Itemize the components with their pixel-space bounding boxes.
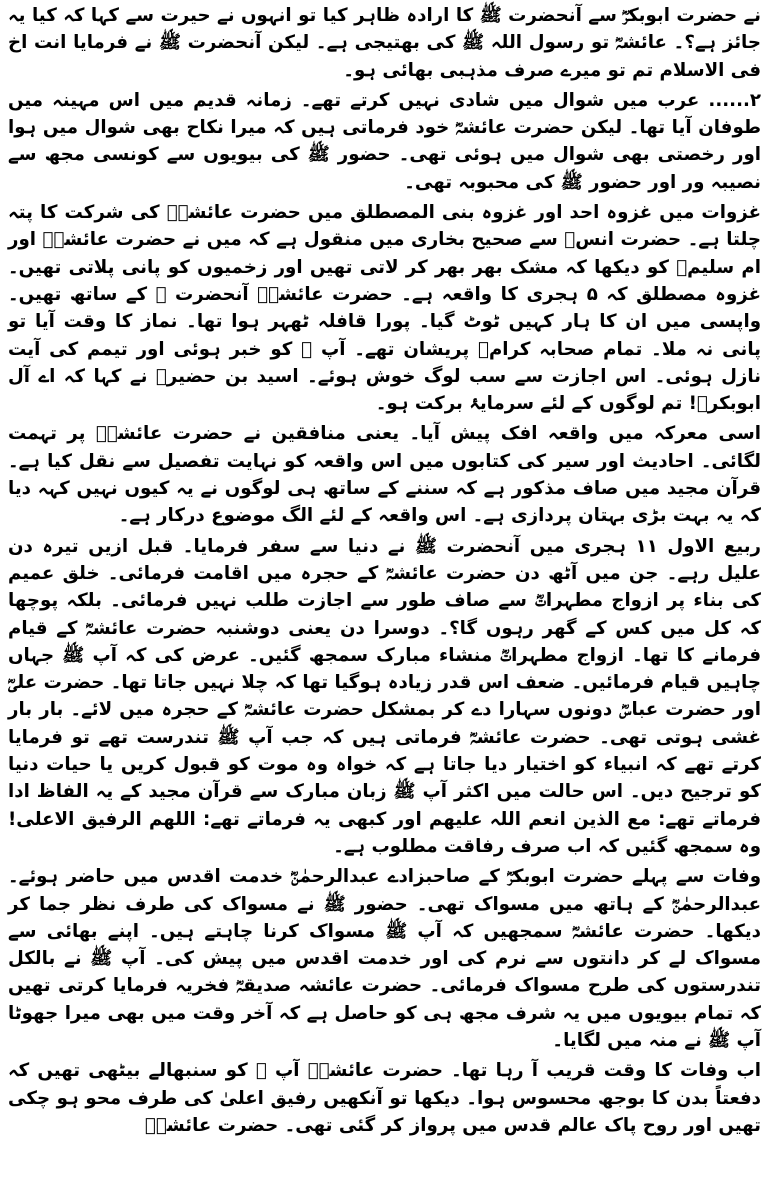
paragraph-6: وفات سے پہلے حضرت ابوبکرؓ کے صاحبزادے عبدالرحمٰنؓ خدمت اقدس میں حاضر ہوئے۔ عبدالرحمٰنؓ کے ہاتھ میں مسواک تھی۔ حضور ﷺ نے مسواک کی طرف نظر جما کر دیکھا۔ حضرت عائشہؓ سمجھیں کہ آپ ﷺ مسواک کرنا چاہتے ہیں۔ اپنے بھائی سے مسواک لے کر دانتوں سے نرم کی اور خدمت اقدس میں پیش کی۔ آپ ﷺ نے بالکل تندرستوں کی طرح مسواک فرمائی۔ حضرت عائشہ صدیقہؓ فخریہ فرمایا کرتی تھیں کہ تمام بیویوں میں یہ شرف مجھ ہی کو حاصل ہے کہ آخر وقت میں بھی میرا جھوٹا آپ ﷺ نے منہ میں لگایا۔ — [8, 866, 761, 1051]
paragraph-1: نے حضرت ابوبکرؓ سے آنحضرت ﷺ کا ارادہ ظاہر کیا تو انہوں نے حیرت سے کہا کہ کیا یہ جائز ہے؟۔ عائشہؓ تو رسول اللہ ﷺ کی بھتیجی ہے۔ لیکن آنحضرت ﷺ نے فرمایا انت اخ فی الاسلام تم تو میرے صرف مذہبی بھائی ہو۔ — [8, 5, 761, 81]
paragraph-3: غزوات میں غزوہ احد اور غزوہ بنی المصطلق میں حضرت عائشہؓ کی شرکت کا پتہ چلتا ہے۔ حضرت انسؓ سے صحیح بخاری میں منقول ہے کہ میں نے حضرت عائشہؓ اور ام سلیمؓ کو دیکھا کہ مشک بھر بھر کر لاتی تھیں اور زخمیوں کو پانی پلاتی تھیں۔ غزوہ مصطلق کہ ۵ ہجری کا واقعہ ہے۔ حضرت عائشہؓ آنحضرت ﷺ کے ساتھ تھیں۔ واپسی میں ان کا ہار کہیں ٹوٹ گیا۔ پورا قافلہ ٹھہر ہوا تھا۔ نماز کا وقت آیا تو پانی نہ ملا۔ تمام صحابہ کرامؓ پریشان تھے۔ آپ ﷺ کو خبر ہوئی اور تیمم کی آیت نازل ہوئی۔ اس اجازت سے سب لوگ خوش ہوئے۔ اسید بن حضیرؓ نے کہا کہ اے آل ابوبکرؓ! تم لوگوں کے لئے سرمایۂ برکت ہو۔ — [8, 202, 762, 415]
paragraph-5: ربیع الاول ۱۱ ہجری میں آنحضرت ﷺ نے دنیا سے سفر فرمایا۔ قبل ازیں تیرہ دن علیل رہے۔ جن میں آٹھ دن حضرت عائشہؓ کے حجرہ میں اقامت فرمائی۔ خلق عمیم کی بناء پر ازواج مطہراتؓ سے صاف طور سے اجازت طلب نہیں فرمائی۔ بلکہ پوچھا کہ کل میں کس کے گھر رہوں گا؟۔ دوسرا دن یعنی دوشنبہ حضرت عائشہؓ کے قیام فرمانے کا تھا۔ ازواج مطہراتؓ منشاء مبارک سمجھ گئیں۔ عرض کی کہ آپ ﷺ جہاں چاہیں قیام فرمائیں۔ ضعف اس قدر زیادہ ہوگیا تھا کہ چلا نہیں جاتا تھا۔ حضرت علیؓ اور حضرت عباسؓ دونوں سہارا دے کر بمشکل حضرت عائشہؓ کے حجرہ میں لائے۔ بار بار غشی ہوتی تھی۔ حضرت عائشہؓ فرماتی ہیں کہ جب آپ ﷺ تندرست تھے تو فرمایا کرتے تھے کہ انبیاء کو اختیار دیا جاتا ہے کہ خواہ وہ موت کو قبول کریں یا حیات دنیا کو ترجیح دیں۔ اس حالت میں اکثر آپ ﷺ زبان مبارک سے قرآن مجید کے یہ الفاظ ادا فرماتے تھے: مع الذین انعم اللہ علیهم اور کبھی یہ فرماتے تھے: اللهم الرفیق الاعلی! وہ سمجھ گئیں کہ اب صرف رفاقت مطلوب ہے۔ — [8, 535, 761, 857]
paragraph-7: اب وفات کا وقت قریب آ رہا تھا۔ حضرت عائشہؓ آپ ﷺ کو سنبھالے بیٹھی تھیں کہ دفعتاً بدن کا بوجھ محسوس ہوا۔ دیکھا تو آنکھیں رفیق اعلیٰ کی طرف محو ہو چکی تھیں اور روح پاک عالم قدس میں پرواز کر گئی تھی۔ حضرت عائشہؓ — [8, 1060, 761, 1136]
paragraph-4: اسی معرکہ میں واقعہ افک پیش آیا۔ یعنی منافقین نے حضرت عائشہؓ پر تہمت لگائی۔ احادیث اور سیر کی کتابوں میں اس واقعہ کو نہایت تفصیل سے نقل کیا ہے۔ قرآن مجید میں صاف مذکور ہے کہ سننے کے ساتھ ہی لوگوں نے یہ کیوں نہیں کہہ دیا کہ یہ بہت بڑی بہتان پردازی ہے۔ اس واقعہ کے لئے الگ موضوع درکار ہے۔ — [8, 423, 761, 527]
paragraph-2: ۲...... عرب میں شوال میں شادی نہیں کرتے تھے۔ زمانہ قدیم میں اس مہینہ میں طوفان آیا تھا۔ لیکن حضرت عائشہؓ خود فرماتی ہیں کہ میرا نکاح بھی شوال میں ہوا اور رخصتی بھی شوال میں ہوئی تھی۔ حضور ﷺ کی بیویوں سے کونسی مجھ سے نصیبہ ور اور حضور ﷺ کی محبوبہ تھی۔ — [8, 89, 761, 193]
